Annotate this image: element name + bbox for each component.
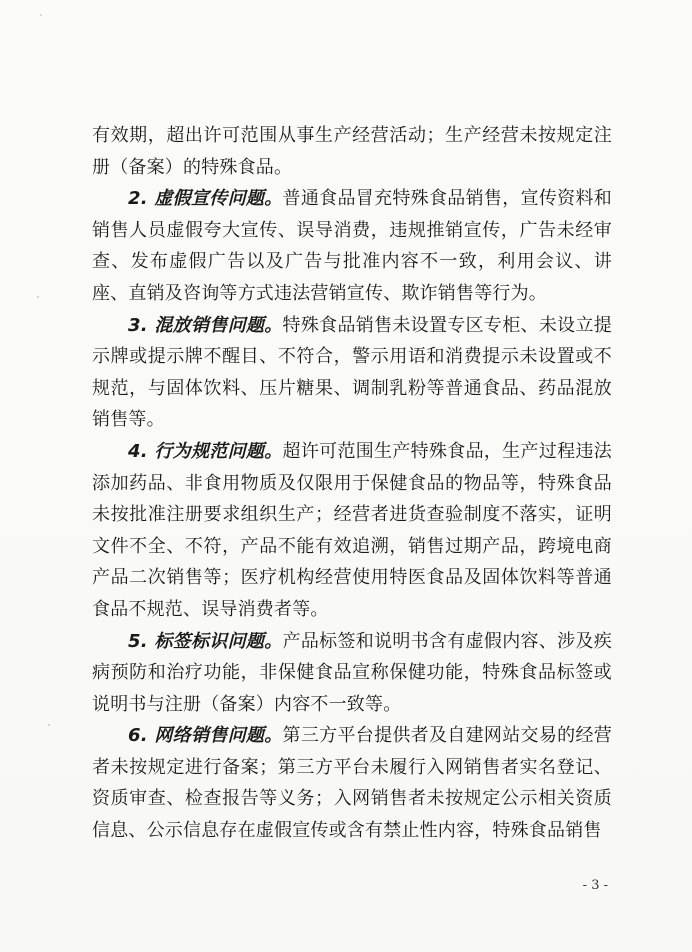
paragraph-heading: 4. 行为规范问题。 [128, 440, 283, 462]
paragraph-text: 超许可范围生产特殊食品，生产过程违法添加药品、非食用物质及仅限用于保健食品的物品等，特殊食品未按批准注册要求组织生产；经营者进货查验制度不落实，证明文件不全、不符，产品不能有效追溯，销售过期产品，跨境电商产品二次销售等；医疗机构经营使用特医食品及固体饮料等普通食品不规范、误导消费者等。 [92, 440, 612, 620]
paragraph-continuation [92, 120, 612, 183]
paragraph-text: 特殊食品销售未设置专区专柜、未设立提示牌或提示牌不醒目、不符合，警示用语和消费提示未设置或不规范，与固体饮料、压片糖果、调制乳粉等普通食品、药品混放销售等。 [92, 314, 612, 431]
paragraph-online-sales [92, 720, 612, 846]
paragraph-false-advertising [92, 183, 612, 309]
document-body [92, 120, 612, 847]
paragraph-heading: 2. 虚假宣传问题。 [128, 188, 283, 210]
paragraph-labeling [92, 626, 612, 721]
paragraph-text: 普通食品冒充特殊食品销售，宣传资料和销售人员虚假夸大宣传、误导消费，违规推销宣传，广告未经审查、发布虚假广告以及广告与批准内容不一致，利用会议、讲座、直销及咨询等方式违法营销宣传、欺诈销售等行为。 [92, 188, 612, 304]
paragraph-text: 产品标签和说明书含有虚假内容、涉及疾病预防和治疗功能，非保健食品宣称保健功能，特殊食品标签或说明书与注册（备案）内容不一致等。 [92, 630, 612, 715]
paragraph-conduct-standards [92, 436, 612, 626]
paragraph-mixed-sales [92, 310, 612, 436]
page-number: - 3 - [582, 878, 608, 893]
scan-speck [40, 14, 42, 16]
paragraph-text: 有效期，超出许可范围从事生产经营活动；生产经营未按规定注册（备案）的特殊食品。 [92, 125, 612, 178]
paragraph-text: 第三方平台提供者及自建网站交易的经营者未按规定进行备案；第三方平台未履行入网销售者实名登记、资质审查、检查报告等义务；入网销售者未按规定公示相关资质信息、公示信息存在虚假宣传或含有禁止性内容，特殊食品销售 [92, 725, 612, 842]
paragraph-heading: 5. 标签标识问题。 [128, 630, 283, 652]
paragraph-heading: 6. 网络销售问题。 [128, 725, 283, 747]
scan-speck [48, 724, 50, 726]
scan-speck [37, 296, 39, 298]
paragraph-heading: 3. 混放销售问题。 [128, 314, 283, 336]
